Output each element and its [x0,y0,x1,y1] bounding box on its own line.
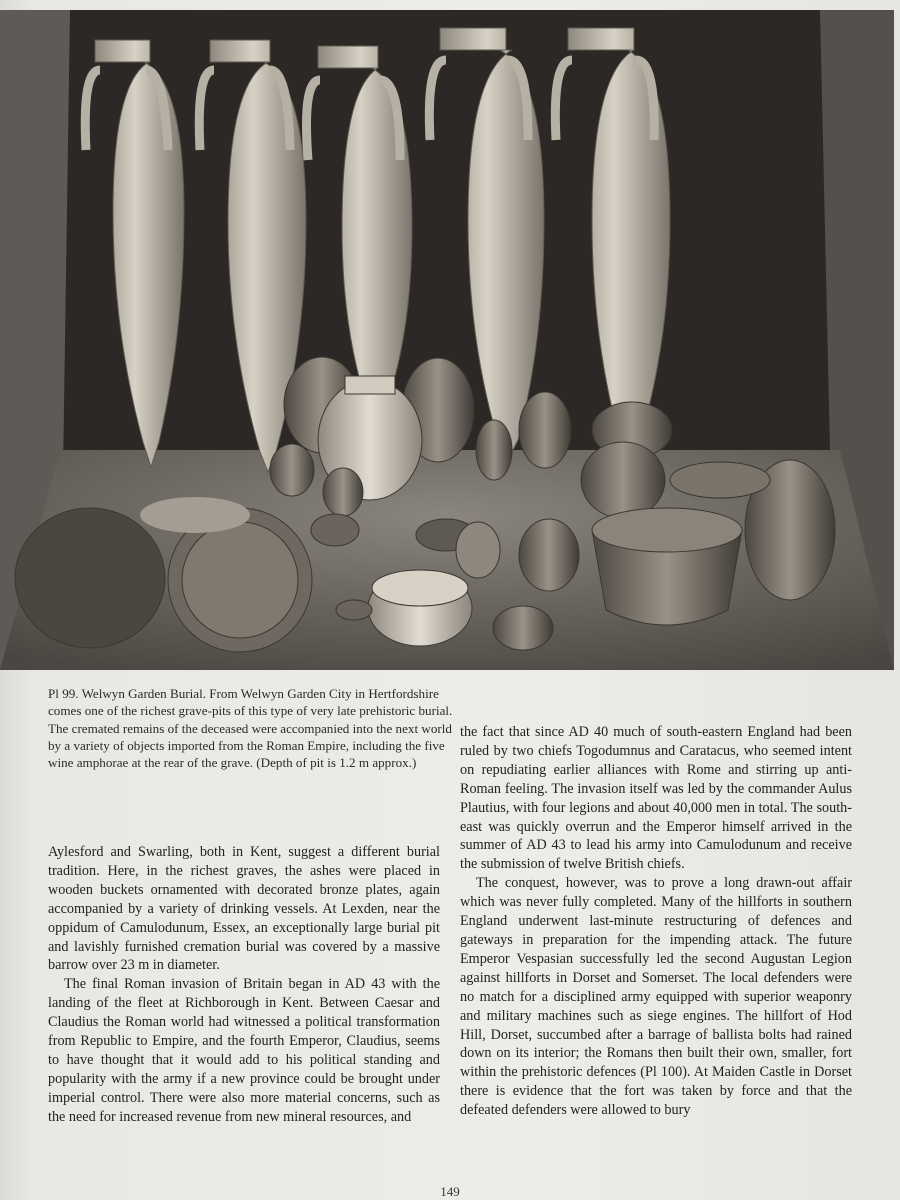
grave-goods-photograph [0,10,894,670]
paragraph: The conquest, however, was to prove a long drawn-out affair which was never fully completed. Many of the hillforts in southern England underwent last-minute restructuring of defences and gateways in preparation for the impending attack. The future Emperor Vespasian successfully led the second Augustan Legion against hillforts in Dorset and Somerset. The local defenders were no match for a disciplined army equipped with superior weaponry and military machines such as siege engines. The hillfort of Hod Hill, Dorset, succumbed after a barrage of ballista bolts had rained down on its interior; the Romans then built their own, smaller, fort within the prehistoric defences (Pl 100). At Maiden Castle in Dorset there is evidence that the fort was taken by force and that the defeated defenders were allowed to bury [460,875,852,1119]
paragraph: The final Roman invasion of Britain began in AD 43 with the landing of the fleet at Richborough in Kent. Between Caesar and Claudius the Roman world had witnessed a political transformation from Republic to Empire, and the fourth Emperor, Claudius, seems to have thought that it would add to his political standing and popularity with the army if a new province could be brought under imperial control. There were also more material concerns, such as the need for increased revenue from new mineral resources, and [48,976,440,1125]
text-column-right [460,723,852,1120]
plate-caption: Pl 99. Welwyn Garden Burial. From Welwyn Garden City in Hertfordshire comes one of the richest grave-pits of this type of very late prehistoric burial. The cremated remains of the deceased were accompanied into the next world by a variety of objects imported from the Roman Empire, including the five wine amphorae at the rear of the grave. (Depth of pit is 1.2 m approx.) [48,686,453,771]
page-number: 149 [440,1184,460,1199]
paragraph: Aylesford and Swarling, both in Kent, suggest a different burial tradition. Here, in the richest graves, the ashes were placed in wooden buckets ornamented with decorated bronze plates, again accompanied by a variety of drinking vessels. At Lexden, near the oppidum of Camulodunum, Essex, an exceptionally large burial pit and lavishly furnished cremation burial was covered by a massive barrow over 23 m in diameter. [48,844,440,974]
paragraph: the fact that since AD 40 much of south-eastern England had been ruled by two chiefs Togodumnus and Caratacus, who seemed intent on repudiating earlier alliances with Rome and stirring up anti-Roman feeling. The invasion itself was led by the commander Aulus Plautius, with four legions and about 40,000 men in total. The south-east was quickly overrun and the Emperor himself arrived in the summer of AD 43 to lead his army into Camulodunum and receive the submission of twelve British chiefs. [460,724,852,873]
burial-photo-illustration [0,10,894,670]
text-column-left [48,843,440,1127]
